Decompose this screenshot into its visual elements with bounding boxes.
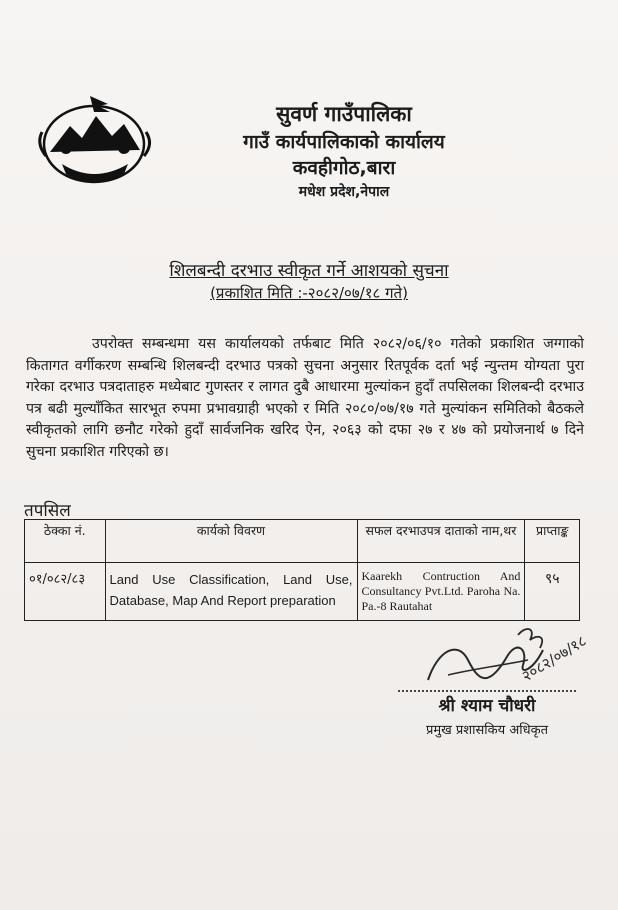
signature-line: [398, 690, 576, 692]
published-date-text: (प्रकाशित मिति :-२०८२/०७/१८ गते): [210, 284, 408, 302]
published-date: [0, 283, 618, 303]
notice-body: [26, 334, 584, 463]
office-name: सुवर्ण गाउँपालिका: [276, 102, 412, 126]
column-header: ठेक्का नं.: [25, 520, 106, 563]
notice-body-text: उपरोक्त सम्बन्धमा यस कार्यालयको तर्फबाट मिति २०८२/०६/१० गतेको प्रकाशित जग्गाको कितागत वर्गीकरण सम्बन्धि शिलबन्दी दरभाउ पत्रको सुचना अनुसार रितपूर्वक दर्ता भई न्युन्तम योग्यता पुरा गरेका दरभाउ पत्रदाताहरु मध्येबाट गुणस्तर र लागत दुबै आधारमा मुल्यांकन हुदाँ तपसिलका शिलबन्दी दरभाउ पत्र बढी मुल्याँकित सारभूत रुपमा प्रभावग्राही भएको र मिति २०८०/०७/१७ गते मुल्यांकन समितिको बैठकले स्वीकृतको लागि छनौट गरेको हुदाँ सार्वजनिक खरिद ऐन, २०६३ को दफा २७ र ४७ को प्रयोजनार्थ ७ दिने सुचना प्रकाशित गरिएको छ।: [26, 336, 584, 460]
signer-title: प्रमुख प्रशासकिय अधिकृत: [425, 723, 549, 738]
column-header: प्राप्ताङ्क: [525, 520, 580, 563]
column-header: कार्यको विवरण: [105, 520, 357, 563]
office-location: कवहीगोठ,बारा: [292, 157, 396, 179]
table-row: [25, 563, 580, 621]
office-province: मधेश प्रदेश,नेपाल: [298, 184, 390, 200]
table-header-row: [25, 520, 580, 563]
handwritten-date: २०८२/०७/१८: [518, 631, 590, 686]
work-description-cell: Land Use Classification, Land Use, Database, Map And Report preparation: [105, 563, 357, 621]
handwritten-signature: [408, 620, 618, 700]
marks-cell: ९५: [525, 563, 580, 621]
winner-name-cell: Kaarekh Contruction And Consultancy Pvt.Ltd. Paroha Na. Pa.-8 Rautahat: [357, 563, 525, 621]
notice-title: [0, 258, 618, 281]
details-table: [24, 519, 580, 621]
office-subtitle: गाउँ कार्यपालिकाको कार्यालय: [243, 131, 445, 153]
tender-number-cell: ०१/०८२/८३: [25, 563, 106, 621]
notice-title-text: शिलबन्दी दरभाउ स्वीकृत गर्ने आशयको सुचना: [169, 261, 449, 281]
signer-name: श्री श्याम चौधरी: [438, 696, 536, 716]
column-header: सफल दरभाउपत्र दाताको नाम,थर: [357, 520, 525, 563]
details-heading: तपसिल: [24, 501, 71, 521]
